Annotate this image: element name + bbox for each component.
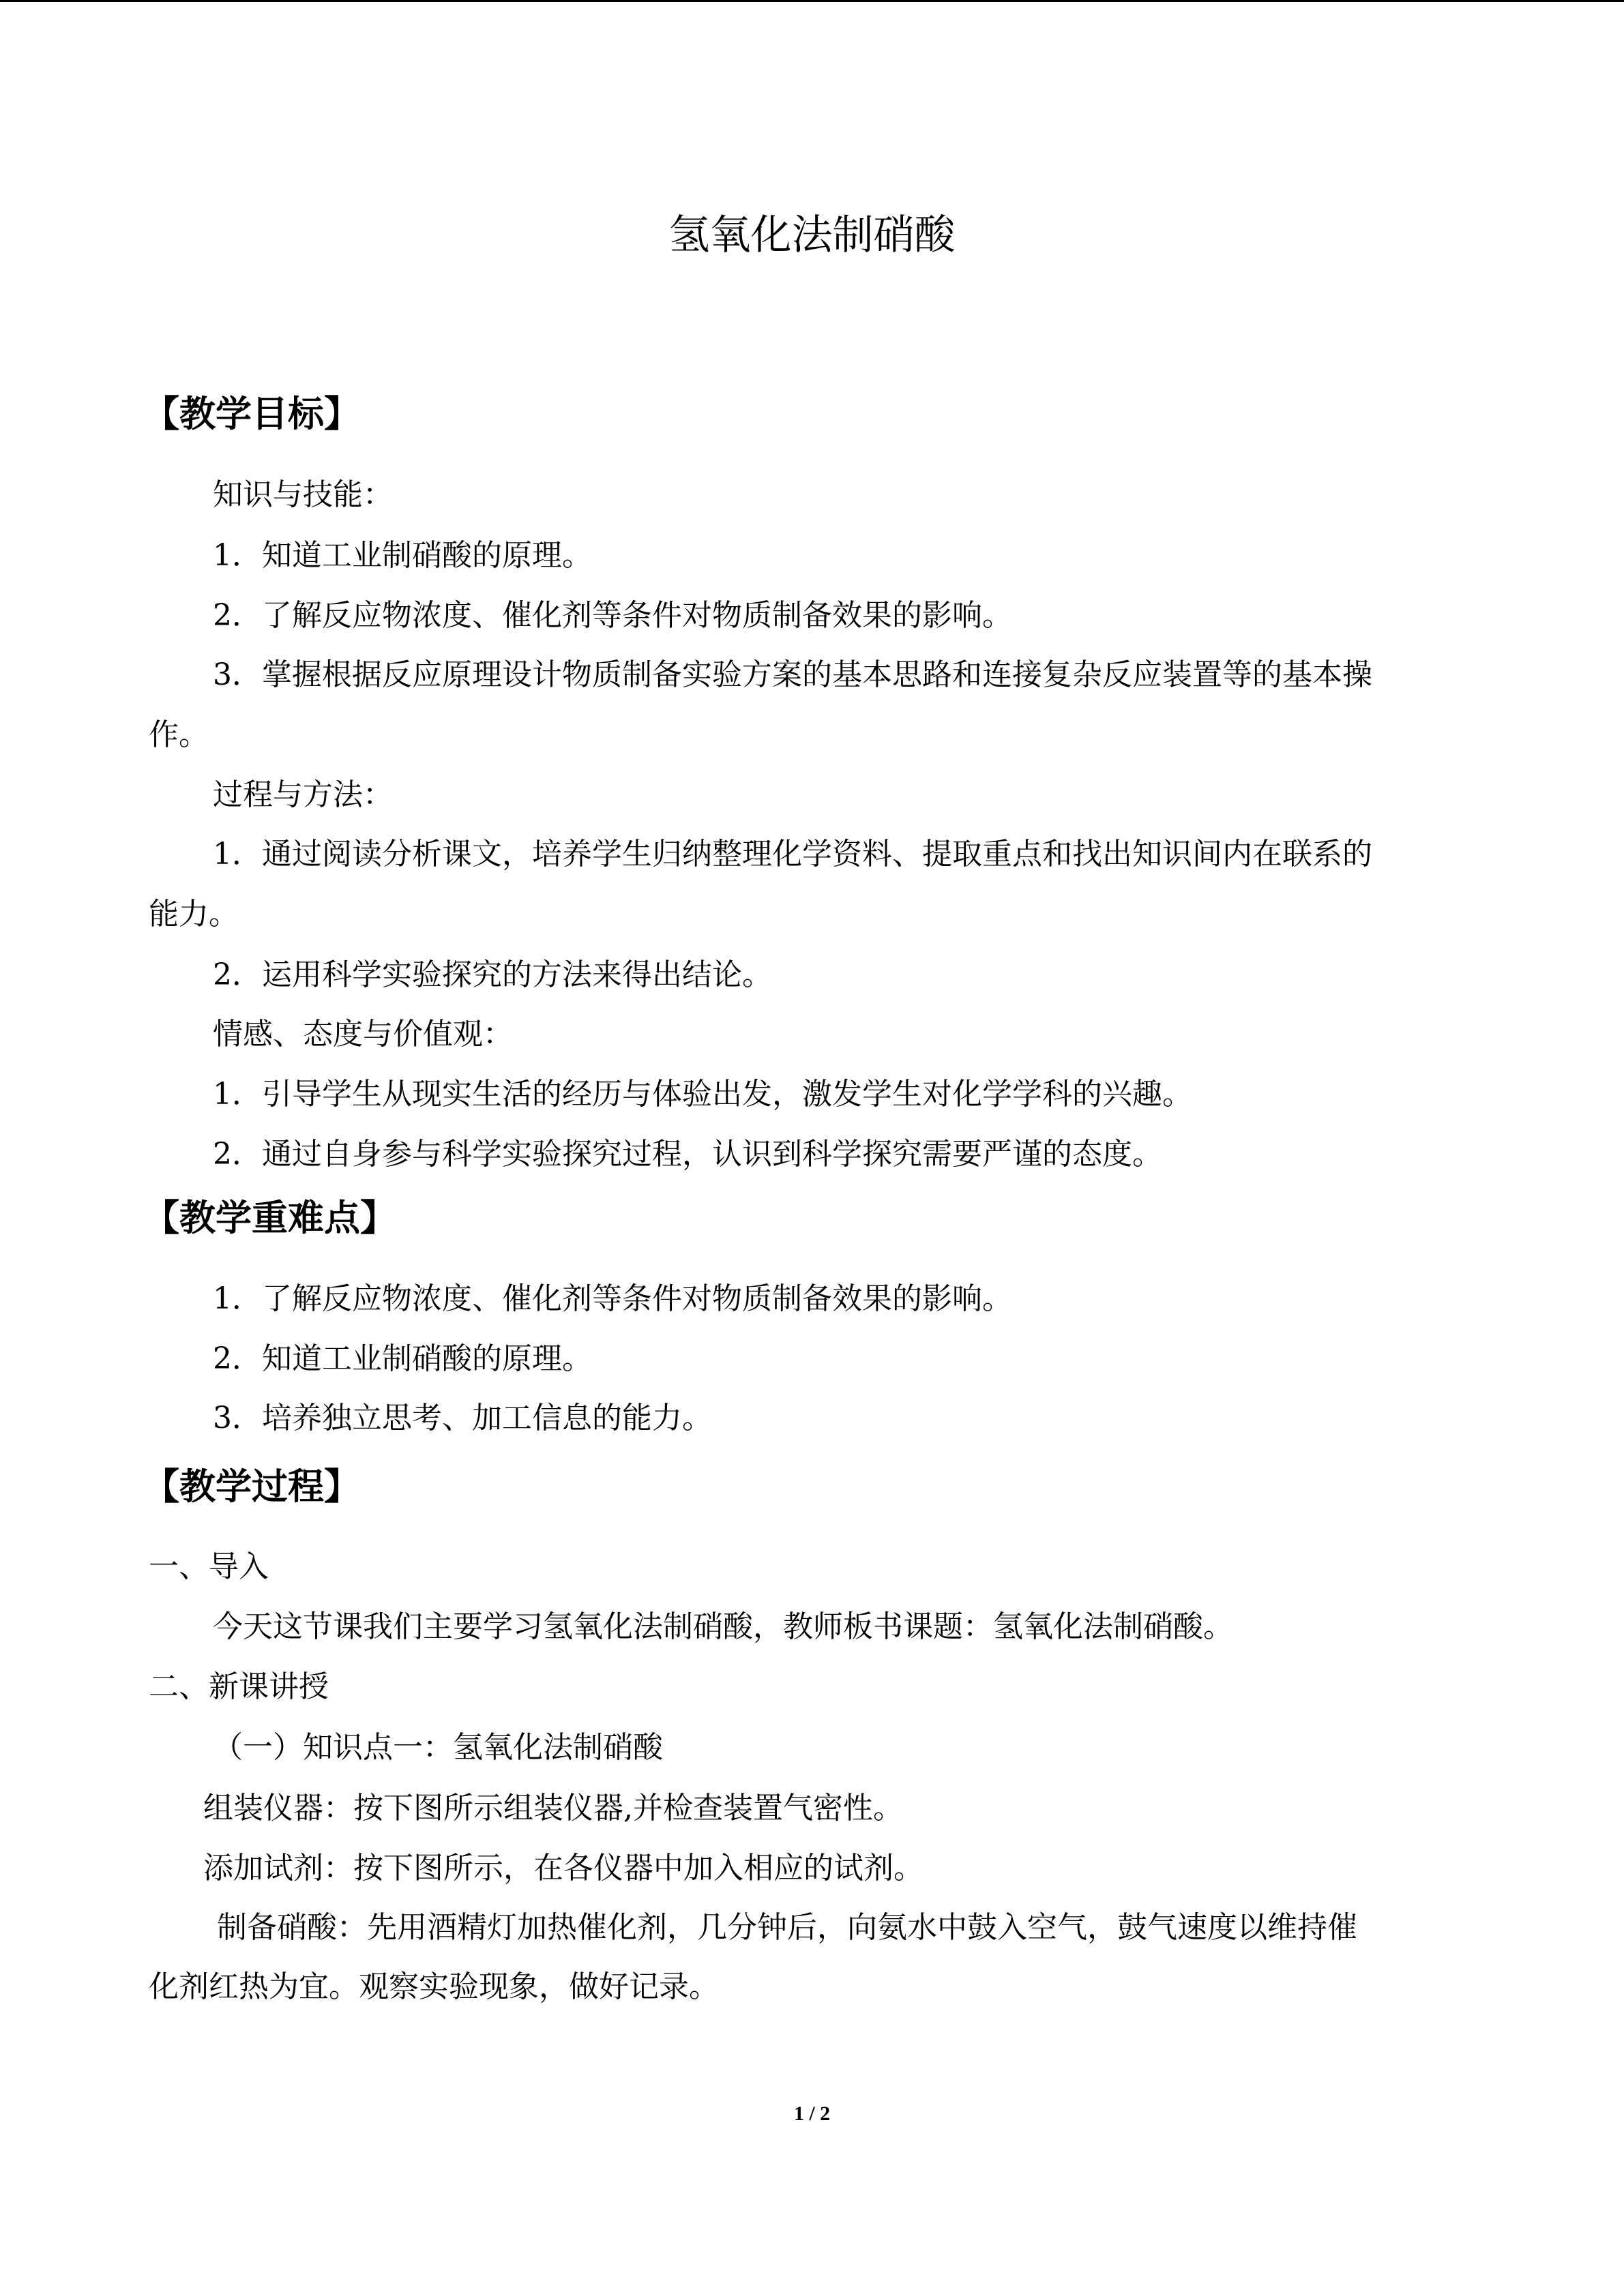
intro-text: 今天这节课我们主要学习氢氧化法制硝酸，教师板书课题：氢氧化法制硝酸。 [213, 1609, 1233, 1644]
list-item: 2．了解反应物浓度、催化剂等条件对物质制备效果的影响。 [213, 598, 1012, 633]
list-item: 3．培养独立思考、加工信息的能力。 [213, 1401, 712, 1435]
list-item: 1．知道工业制硝酸的原理。 [213, 538, 592, 573]
step-reagents: 添加试剂：按下图所示，在各仪器中加入相应的试剂。 [203, 1851, 924, 1885]
page-number: 1 / 2 [793, 2102, 831, 2125]
list-item: 2．知道工业制硝酸的原理。 [213, 1341, 592, 1376]
knowledge-label: 知识与技能： [213, 477, 393, 512]
list-item: 3．掌握根据反应原理设计物质制备实验方案的基本思路和连接复杂反应装置等的基本操 [213, 657, 1372, 692]
list-item: 1．引导学生从现实生活的经历与体验出发，激发学生对化学学科的兴趣。 [213, 1077, 1192, 1112]
list-item: 2．运用科学实验探究的方法来得出结论。 [213, 957, 772, 992]
knowledge-point-label: （一）知识点一：氢氧化法制硝酸 [213, 1730, 663, 1765]
page-title: 氢氧化法制硝酸 [668, 211, 956, 259]
list-item-continuation: 能力。 [149, 897, 239, 931]
section-heading-process: 【教学过程】 [143, 1466, 360, 1508]
list-item: 1．了解反应物浓度、催化剂等条件对物质制备效果的影响。 [213, 1281, 1012, 1316]
list-item: 2．通过自身参与科学实验探究过程，认识到科学探究需要严谨的态度。 [213, 1137, 1162, 1172]
process-label: 过程与方法： [213, 777, 393, 812]
intro-label: 一、导入 [149, 1549, 269, 1584]
list-item: 1．通过阅读分析课文，培养学生归纳整理化学资料、提取重点和找出知识间内在联系的 [213, 837, 1372, 871]
section-heading-objectives: 【教学目标】 [143, 393, 360, 435]
emotion-label: 情感、态度与价值观： [213, 1017, 513, 1052]
step-assemble: 组装仪器：按下图所示组装仪器,并检查装置气密性。 [203, 1791, 903, 1825]
step-prepare: 制备硝酸：先用酒精灯加热催化剂，几分钟后，向氨水中鼓入空气，鼓气速度以维持催 [217, 1910, 1357, 1945]
list-item-continuation: 作。 [149, 717, 209, 752]
step-prepare-continuation: 化剂红热为宜。观察实验现象，做好记录。 [149, 1969, 719, 2004]
section-heading-key-points: 【教学重难点】 [143, 1197, 396, 1239]
new-lesson-label: 二、新课讲授 [149, 1669, 329, 1704]
top-border [0, 0, 1624, 2]
